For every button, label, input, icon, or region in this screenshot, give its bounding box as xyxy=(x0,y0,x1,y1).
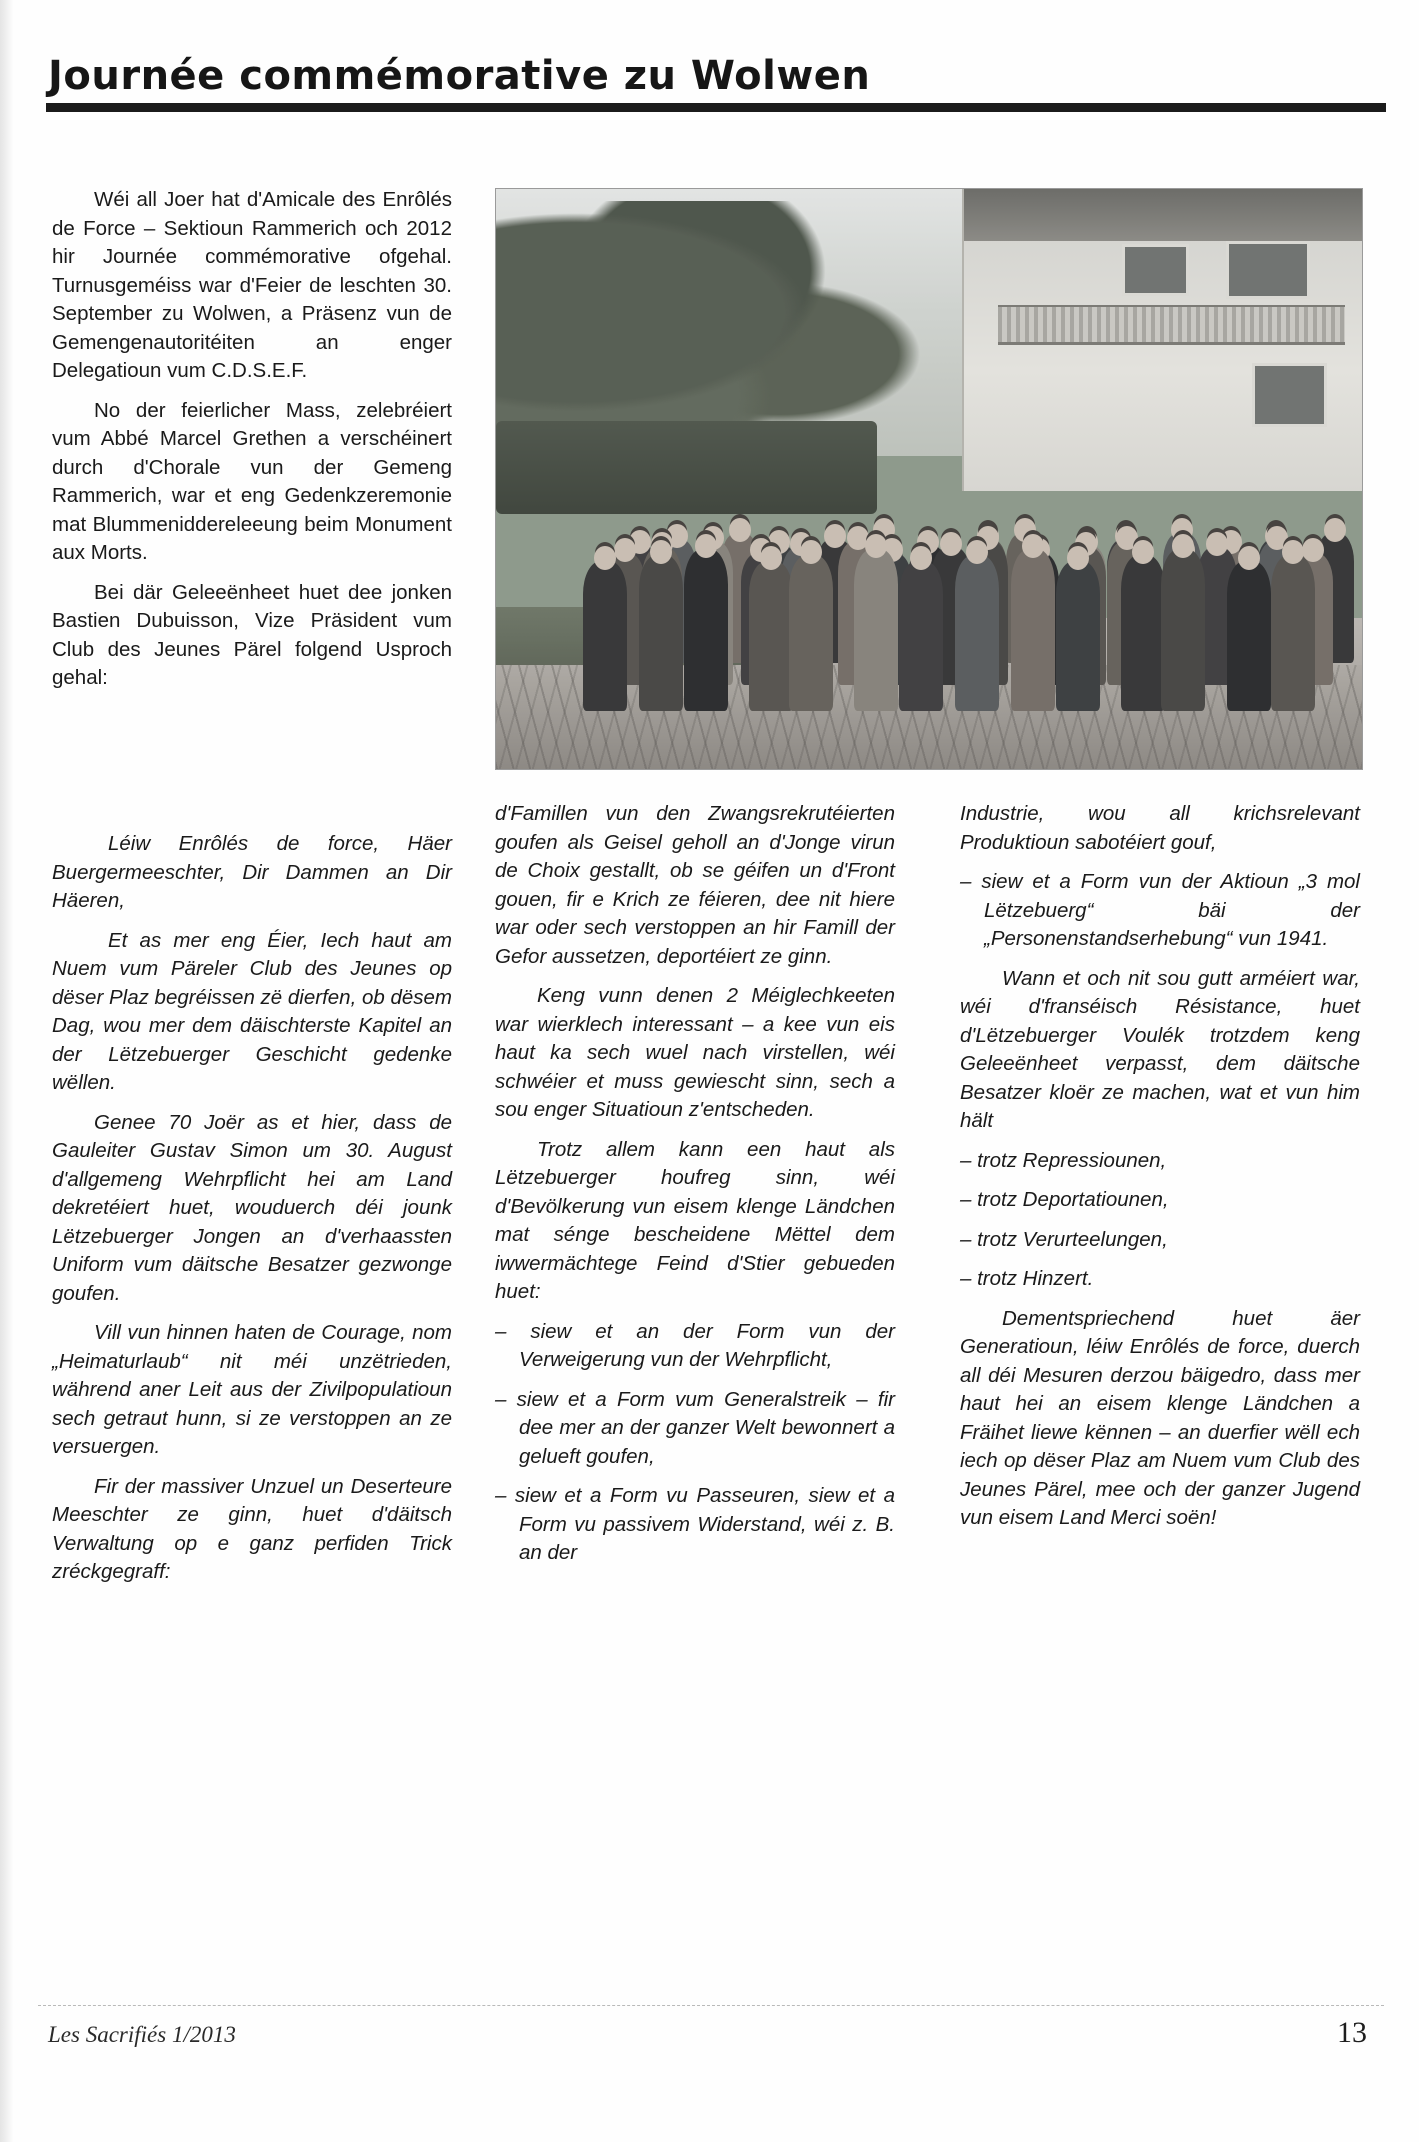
list-item: – trotz Repressiounen, xyxy=(960,1148,1167,1172)
list-item: – siew et a Form vum Generalstreik – fir dee mer an der ganzer Welt bewonnert a gelueft goufen, xyxy=(495,1387,895,1468)
paragraph: Bei där Geleeënheet huet dee jonken Bastien Dubuisson, Vize Präsident vum Club des Jeunes Pärel folgend Usproch gehal: xyxy=(52,580,452,689)
photo-person-head xyxy=(594,546,616,570)
photo-person xyxy=(1227,561,1271,711)
paragraph: Industrie, wou all krichsrelevant Produktioun sabotéiert gouf, xyxy=(960,802,1360,854)
photo-person xyxy=(854,549,898,711)
paragraph: Et as mer eng Éier, Iech haut am Nuem vum Päreler Club des Jeunes op dëser Plaz begréissen zë dierfen, ob dësem Dag, wou mer dem däischterste Kapitel an der Lëtzebuerger Geschicht gedenke wëllen. xyxy=(52,928,452,1094)
photo-person xyxy=(1056,561,1100,711)
page-title-block xyxy=(40,55,1380,112)
photo-person-head xyxy=(1022,534,1044,558)
photo-person xyxy=(1161,549,1205,711)
photo-window xyxy=(1122,244,1189,296)
photo-person-head xyxy=(695,534,717,558)
page-edge-shadow xyxy=(0,0,14,2142)
photo-window xyxy=(1252,363,1327,427)
photo-person-head xyxy=(1324,518,1346,542)
photo-person xyxy=(1011,549,1055,711)
photo-person-head xyxy=(800,540,822,564)
photo-canvas xyxy=(496,189,1362,769)
list-item: – trotz Deportatiounen, xyxy=(960,1188,1169,1211)
title-divider xyxy=(46,103,1386,112)
photo-roof xyxy=(964,189,1362,241)
photo-person xyxy=(899,561,943,711)
paragraph: Keng vunn denen 2 Méiglechkeeten war wierklech interessant – a kee vun eis haut ka sech wuel nach virstellen, wéi schwéier et muss gewiescht sinn, sech a sou enger Situatioun z'entscheden. xyxy=(495,984,895,1121)
photo-person-head xyxy=(614,538,636,562)
photo-person xyxy=(789,555,833,711)
photo-person-head xyxy=(1206,532,1228,556)
list-item: – siew et an der Form vun der Verweigerung vun der Wehrpflicht, xyxy=(495,1319,895,1371)
paragraph: Fir der massiver Unzuel un Deserteure Meeschter ze ginn, huet d'däitsch Verwaltung op e ganz perfiden Trick zréckgegraff: xyxy=(52,1474,452,1583)
paragraph: Wéi all Joer hat d'Amicale des Enrôlés de Force – Sektioun Rammerich och 2012 hir Journée commémorative ofgehal. Turnusgeméiss war d'Feier de leschten 30. September zu Wolwen, a Präsenz vun de Gemengenautoritéiten an enger Delegatioun vum C.D.S.E.F. xyxy=(52,188,452,382)
photo-person-head xyxy=(1067,546,1089,570)
left-column-intro xyxy=(52,186,452,704)
photo-person xyxy=(1271,555,1315,711)
photo-person-head xyxy=(1282,540,1304,564)
photo-window xyxy=(1226,241,1310,299)
photo-balcony xyxy=(998,305,1344,345)
photo-person xyxy=(639,555,683,711)
paragraph: Genee 70 Joër as et hier, dass de Gauleiter Gustav Simon um 30. August d'allgemeng Wehrpflicht hei am Land dekretéiert huet, wouduerch déi jounk Lëtzebuerger Jongen an d'verhaassten Uniform vum däitsche Besatzer gezwonge goufen. xyxy=(52,1110,452,1305)
photo-person xyxy=(583,561,627,711)
footer-publication: Les Sacrifiés 1/2013 xyxy=(48,2022,236,2047)
photo-person-head xyxy=(729,518,751,542)
photo-person-head xyxy=(760,546,782,570)
paragraph: Vill vun hinnen haten de Courage, nom „Heimaturlaub“ nit méi unzëtrieden, während aner Leit aus der Zivilpopulatioun sech getraut hunn, si ze verstoppen an ze versuergen. xyxy=(52,1321,452,1458)
group-photo xyxy=(495,188,1363,770)
middle-column-speech xyxy=(495,800,895,1579)
photo-person xyxy=(955,555,999,711)
paragraph: No der feierlicher Mass, zelebréiert vum Abbé Marcel Grethen a verschéinert durch d'Chorale vun der Gemeng Rammerich, war et eng Gedenkzeremonie mat Blummeniddereleeung beim Monument aux Morts. xyxy=(52,398,452,564)
paragraph: Dementspriechend huet äer Generatioun, léiw Enrôlés de force, duerch all déi Mesuren derzou bäigedro, dass mer haut hei an eisem klenge Ländchen a Fräihet liewe kënnen – an duerfier wëll ech iech op dëser Plaz am Nuem vum Club des Jeunes Pärel, mee och der ganzer Jugend vun eisem Land Merci soën! xyxy=(960,1306,1360,1529)
photo-person xyxy=(684,549,728,711)
list-item: – siew et a Form vun der Aktioun „3 mol Lëtzebuerg“ bäi der „Personenstandserhebung“ vun 1941. xyxy=(960,870,1360,950)
photo-person-head xyxy=(1132,540,1154,564)
photo-person-head xyxy=(824,524,846,548)
right-column-speech xyxy=(960,800,1360,1544)
photo-person xyxy=(749,561,793,711)
paragraph: Trotz allem kann een haut als Lëtzebuerger houfreg sinn, wéi d'Bevölkerung vun eisem klenge Ländchen mat sénge bescheidene Mëttel dem iwwermächtege Feind d'Stier gebueden huet: xyxy=(495,1137,895,1303)
page-title: Journée commémorative zu Wolwen xyxy=(48,53,871,99)
photo-person-head xyxy=(940,532,962,556)
photo-person-head xyxy=(910,546,932,570)
photo-person-head xyxy=(865,534,887,558)
list-item: – trotz Verurteelungen, xyxy=(960,1227,1168,1251)
photo-person xyxy=(1121,555,1165,711)
paragraph: Wann et och nit sou gutt arméiert war, wéi d'franséisch Résistance, huet d'Lëtzebuerger Voulék trotzdem keng Geleeënheet verpasst, dem däitsche Besatzer kloër ze machen, wat et vun him hält xyxy=(960,966,1360,1132)
photo-person-head xyxy=(1238,546,1260,570)
photo-crowd xyxy=(583,444,1328,711)
photo-person-head xyxy=(966,540,988,564)
photo-person-head xyxy=(1172,534,1194,558)
left-column-speech xyxy=(52,830,452,1598)
list-item: – trotz Hinzert. xyxy=(960,1267,1094,1290)
footer-divider xyxy=(38,2005,1384,2006)
paragraph: d'Famillen vun den Zwangsrekrutéierten goufen als Geisel geholl an d'Jonge virun de Choix gestallt, ob se géifen un d'Front gouen, fir e Krich ze féieren, dee nit hiere war oder sech verstoppen an hir Famill der Gefor aussetzen, deportéiert ze ginn. xyxy=(495,802,895,968)
list-item: – siew et a Form vu Passeuren, siew et a Form vu passivem Widerstand, wéi z. B. an der xyxy=(495,1484,895,1564)
paragraph: Léiw Enrôlés de force, Häer Buergermeeschter, Dir Dammen an Dir Häeren, xyxy=(52,832,452,912)
page-number: 13 xyxy=(1337,2016,1367,2049)
photo-person-head xyxy=(650,540,672,564)
